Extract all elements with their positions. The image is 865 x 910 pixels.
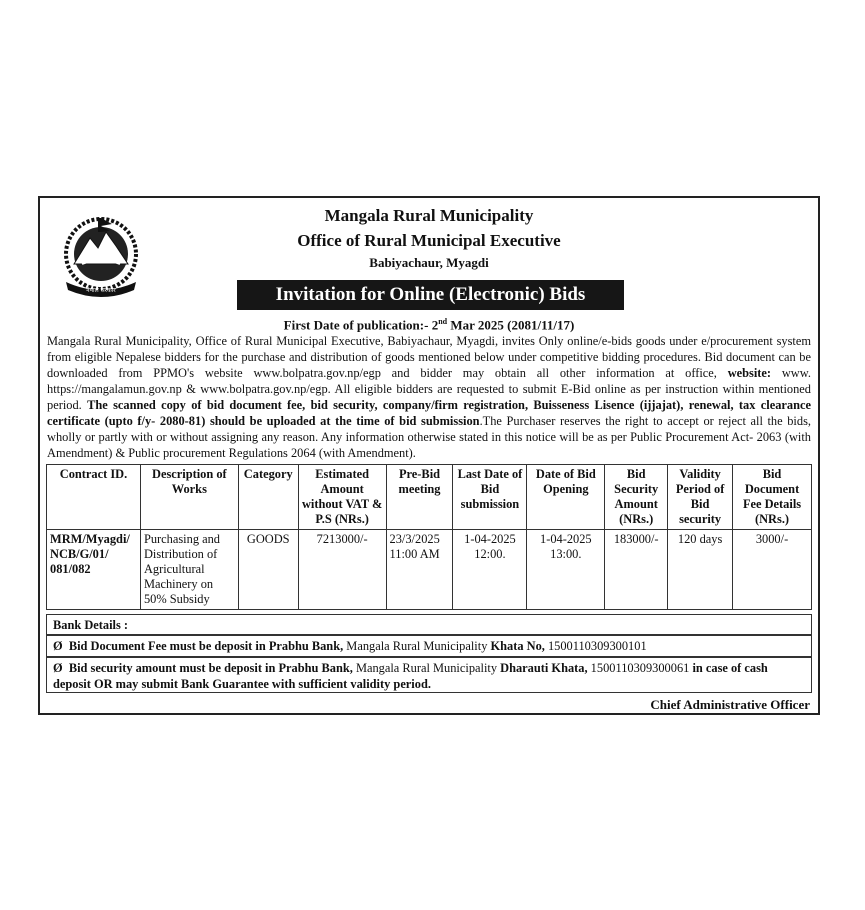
col-header: Bid Security Amount (NRs.) (605, 465, 668, 530)
col-header: Date of Bid Opening (527, 465, 605, 530)
col-header: Description of Works (140, 465, 238, 530)
notice-body: Mangala Rural Municipality, Office of Rural Municipal Executive, Babiyachaur, Myagdi, invites Only online/e-bids goods under e/procurement system from eligible Nepalese bidders for the purchase and distribution of goods mentioned below under competitive bidding procedures. Bid document can be downloaded from PPMO's website www.bolpatra.gov.np/egp and bidder may obtain all other information at office, website: www. https://mangalamun.gov.np & www.bolpatra.gov.np/egp. All eligible bidders are requested to submit E-Bid online as per instruction within mentioned period. The scanned copy of bid document fee, bid security, company/firm registration, Buisseness Lisence (ijjajat), renewal, tax clearance certificate (upto f/y- 2080-81) should be uploaded at the time of bid submission.The Purchaser reserves the right to accept or reject all the bids, wholly or partly with or without assigning any reason. Any information otherwise stated in this notice will be as per Public Procurement Act- 2063 (with Amendment) & Public procurement Regulations 2064 (with Amendment). (47, 334, 811, 460)
table-row (47, 530, 812, 610)
contract-id-cell: MRM/Myagdi/ NCB/G/01/ 081/082 (47, 530, 141, 610)
col-header: Bid Document Fee Details (NRs.) (733, 465, 812, 530)
col-header: Category (238, 465, 298, 530)
signoff: Chief Administrative Officer (650, 697, 810, 712)
publication-date: First Date of publication:- 2nd Mar 2025 (2081/11/17) (283, 317, 575, 333)
category-cell: GOODS (238, 530, 298, 610)
office-name: Office of Rural Municipal Executive (297, 231, 561, 250)
col-header: Pre-Bid meeting (386, 465, 453, 530)
bank-line-fee: Ø Bid Document Fee must be deposit in Prabhu Bank, Mangala Rural Municipality Khata No, 1500110309300101 (46, 635, 812, 657)
col-header: Contract ID. (47, 465, 141, 530)
description-cell: Purchasing and Distribution of Agricultural Machinery on 50% Subsidy (140, 530, 238, 610)
opening-date-cell: 1-04-2025 13:00. (527, 530, 605, 610)
bid-security-cell: 183000/- (605, 530, 668, 610)
col-header: Last Date of Bid submission (453, 465, 527, 530)
municipality-name: Mangala Rural Municipality (324, 206, 534, 225)
bank-details-title: Bank Details : (46, 614, 812, 635)
bid-notice (38, 196, 820, 715)
doc-fee-cell: 3000/- (733, 530, 812, 610)
notice-banner: Invitation for Online (Electronic) Bids (237, 280, 624, 310)
pre-bid-cell: 23/3/2025 11:00 AM (386, 530, 453, 610)
estimated-amount-cell: 7213000/- (298, 530, 386, 610)
office-address: Babiyachaur, Myagdi (369, 255, 489, 270)
last-date-cell: 1-04-2025 12:00. (453, 530, 527, 610)
bullet-icon: Ø (53, 661, 63, 675)
bullet-icon: Ø (53, 639, 63, 653)
bid-table (46, 464, 812, 610)
col-header: Validity Period of Bid security (668, 465, 733, 530)
col-header: Estimated Amount without VAT & P.S (NRs.) (298, 465, 386, 530)
validity-cell: 120 days (668, 530, 733, 610)
bank-line-security: Ø Bid security amount must be deposit in Prabhu Bank, Mangala Rural Municipality Dharauti Khata, 1500110309300061 in case of cash deposit OR may submit Bank Guarantee with sufficient validity period. (46, 657, 812, 693)
svg-text:नेपाल सरकार: नेपाल सरकार (86, 287, 116, 294)
table-header-row (47, 465, 812, 530)
